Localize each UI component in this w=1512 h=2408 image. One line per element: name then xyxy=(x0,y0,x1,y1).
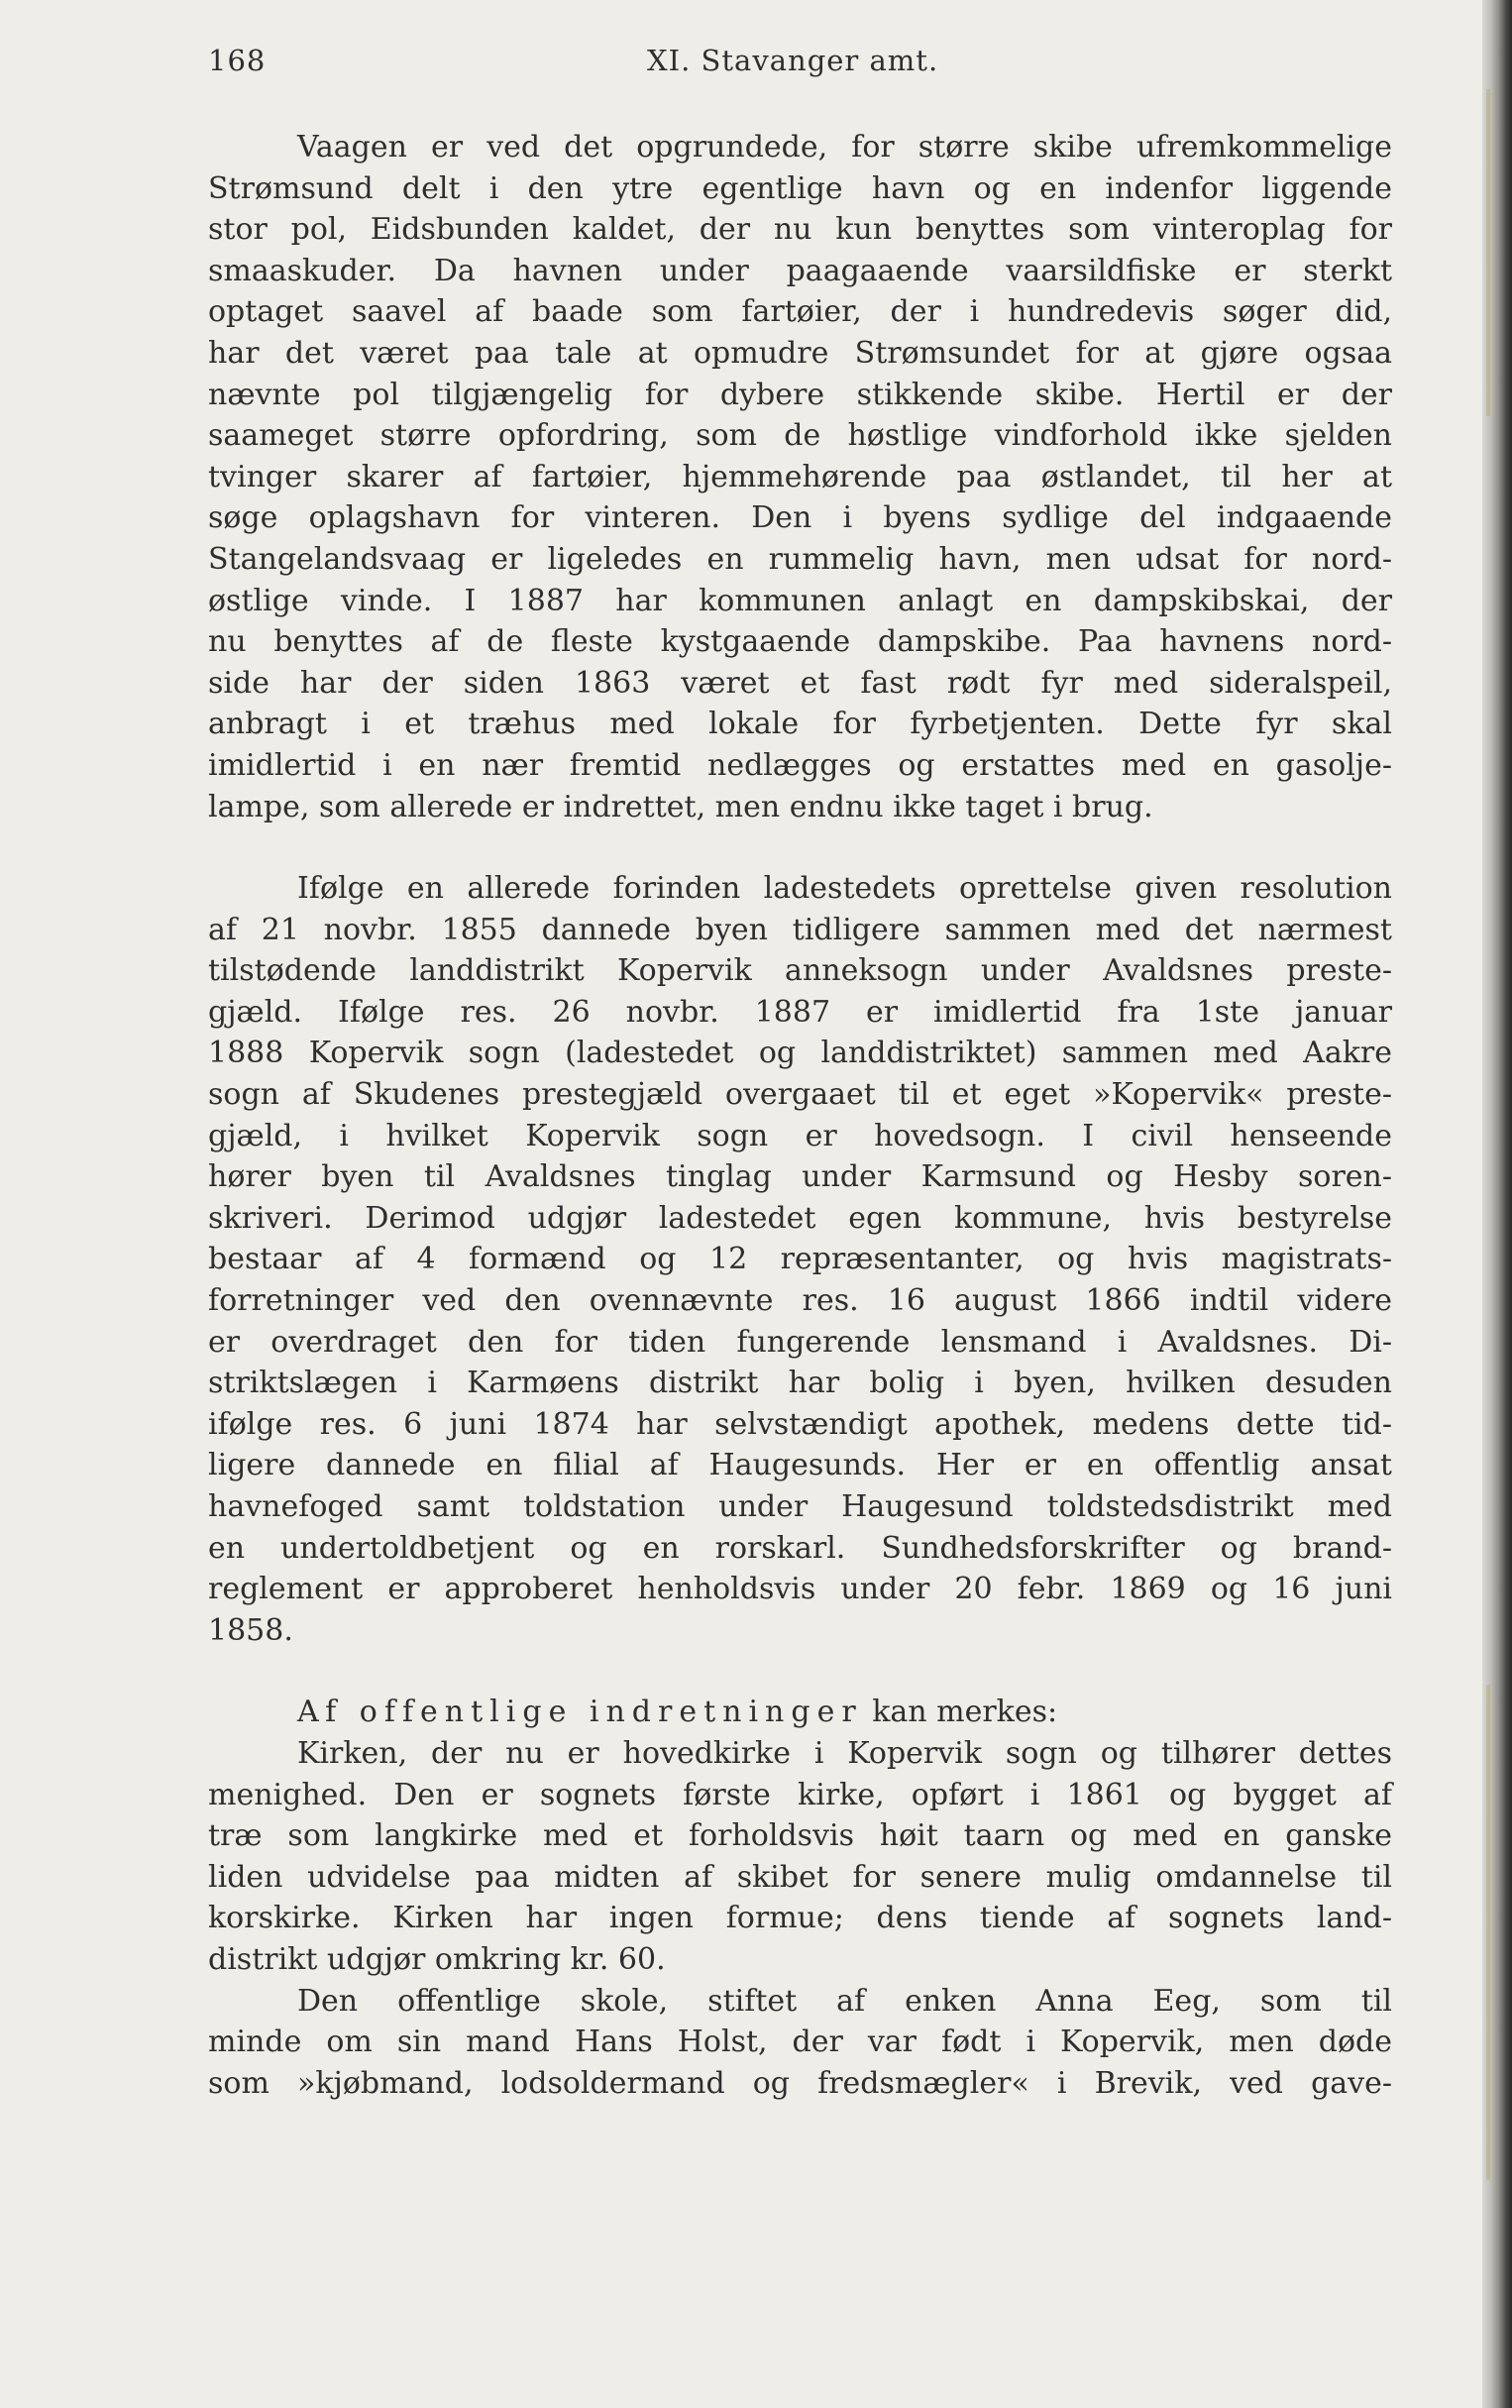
section-intro-line xyxy=(208,1692,1392,1733)
text-line: en undertoldbetjent og en rorskarl. Sundhedsforskrifter og brand- xyxy=(208,1530,1392,1566)
page-edge-shadow xyxy=(1482,0,1512,2408)
text-line: nu benyttes af de fleste kystgaaende dampskibe. Paa havnens nord- xyxy=(208,624,1392,660)
text-line: søge oplagshavn for vinteren. Den i byens sydlige del indgaaende xyxy=(208,500,1392,536)
text-line: imidlertid i en nær fremtid nedlægges og erstattes med en gasolje- xyxy=(208,747,1392,783)
text-line: havnefoged samt toldstation under Haugesund toldstedsdistrikt med xyxy=(208,1489,1392,1524)
edge-stain xyxy=(1486,89,1490,416)
text-line: træ som langkirke med et forholdsvis høit taarn og med en ganske xyxy=(208,1818,1392,1854)
text-line: 1888 Kopervik sogn (ladestedet og landdistriktet) sammen med Aakre xyxy=(208,1036,1392,1071)
text-line: Stangelandsvaag er ligeledes en rummelig havn, men udsat for nord- xyxy=(208,541,1392,577)
text-line: Den offentlige skole, stiftet af enken Anna Eeg, som til xyxy=(297,1983,1392,2019)
text-line: striktslægen i Karmøens distrikt har bolig i byen, hvilken desuden xyxy=(208,1366,1392,1401)
text-line: sogn af Skudenes prestegjæld overgaaet til et eget »Kopervik« preste- xyxy=(208,1077,1392,1113)
text-line: har det været paa tale at opmudre Strømsundet for at gjøre ogsaa xyxy=(208,335,1392,371)
text-line: forretninger ved den ovennævnte res. 16 august 1866 indtil videre xyxy=(208,1283,1392,1319)
page-body xyxy=(208,127,1392,2104)
text-line: lampe, som allerede er indrettet, men endnu ikke taget i brug. xyxy=(208,789,1153,824)
text-line: korskirke. Kirken har ingen formue; dens tiende af sognets land- xyxy=(208,1901,1392,1936)
text-line: 1858. xyxy=(208,1612,293,1648)
text-line: bestaar af 4 formænd og 12 repræsentanter, og hvis magistrats- xyxy=(208,1242,1392,1277)
text-line: tilstødende landdistrikt Kopervik anneksogn under Avaldsnes preste- xyxy=(208,953,1392,989)
text-line: af 21 novbr. 1855 dannede byen tidligere sammen med det nærmest xyxy=(208,912,1392,947)
text-line: reglement er approberet henholdsvis under 20 febr. 1869 og 16 juni xyxy=(208,1572,1392,1607)
edge-stain xyxy=(1486,1685,1490,2180)
text-line: anbragt i et træhus med lokale for fyrbetjenten. Dette fyr skal xyxy=(208,707,1392,742)
text-line: ligere dannede en filial af Haugesunds. Her er en offentlig ansat xyxy=(208,1448,1392,1483)
text-line: Ifølge en allerede forinden ladestedets oprettelse given resolution xyxy=(297,871,1392,907)
text-line: østlige vinde. I 1887 har kommunen anlagt en dampskibskai, der xyxy=(208,583,1392,618)
text-line: gjæld. Ifølge res. 26 novbr. 1887 er imidlertid fra 1ste januar xyxy=(208,994,1392,1030)
text-line: ifølge res. 6 juni 1874 har selvstændigt apothek, medens dette tid- xyxy=(208,1406,1392,1442)
text-line: saameget større opfordring, som de høstlige vindforhold ikke sjelden xyxy=(208,418,1392,454)
text-line: Strømsund delt i den ytre egentlige havn og en indenfor liggende xyxy=(208,170,1392,206)
text-line: gjæld, i hvilket Kopervik sogn er hovedsogn. I civil henseende xyxy=(208,1118,1392,1153)
text-line: tvinger skarer af fartøier, hjemmehørende paa østlandet, til her at xyxy=(208,459,1392,494)
section-intro-tail: kan merkes: xyxy=(872,1695,1058,1730)
text-line: skriveri. Derimod udgjør ladestedet egen kommune, hvis bestyrelse xyxy=(208,1200,1392,1236)
text-line: minde om sin mand Hans Holst, der var født i Kopervik, men døde xyxy=(208,2025,1392,2060)
text-line: liden udvidelse paa midten af skibet for senere mulig omdannelse til xyxy=(208,1859,1392,1895)
text-line: er overdraget den for tiden fungerende lensmand i Avaldsnes. Di- xyxy=(208,1324,1392,1360)
text-line: Kirken, der nu er hovedkirke i Kopervik sogn og tilhører dettes xyxy=(297,1735,1392,1771)
paragraph-gap xyxy=(208,827,1392,868)
text-line: optaget saavel af baade som fartøier, der i hundredevis søger did, xyxy=(208,294,1392,330)
running-title: XI. Stavanger amt. xyxy=(647,44,939,77)
text-line: stor pol, Eidsbunden kaldet, der nu kun benyttes som vinteroplag for xyxy=(208,212,1392,248)
text-line: menighed. Den er sognets første kirke, opført i 1861 og bygget af xyxy=(208,1777,1392,1812)
page-number: 168 xyxy=(208,44,267,77)
paragraph-gap xyxy=(208,1651,1392,1692)
text-line: hører byen til Avaldsnes tinglag under Karmsund og Hesby soren- xyxy=(208,1159,1392,1195)
text-line: nævnte pol tilgjængelig for dybere stikkende skibe. Hertil er der xyxy=(208,377,1392,412)
page-header xyxy=(208,44,1397,83)
spaced-heading: Af offentlige indretninger xyxy=(297,1695,863,1730)
text-line: side har der siden 1863 været et fast rødt fyr med sideralspeil, xyxy=(208,665,1392,701)
text-line: Vaagen er ved det opgrundede, for større skibe ufremkommelige xyxy=(297,130,1392,164)
text-line: smaaskuder. Da havnen under paagaaende vaarsildfiske er sterkt xyxy=(208,253,1392,288)
text-line: som »kjøbmand, lodsoldermand og fredsmægler« i Brevik, ved gave- xyxy=(208,2065,1392,2101)
text-line: distrikt udgjør omkring kr. 60. xyxy=(208,1941,666,1977)
